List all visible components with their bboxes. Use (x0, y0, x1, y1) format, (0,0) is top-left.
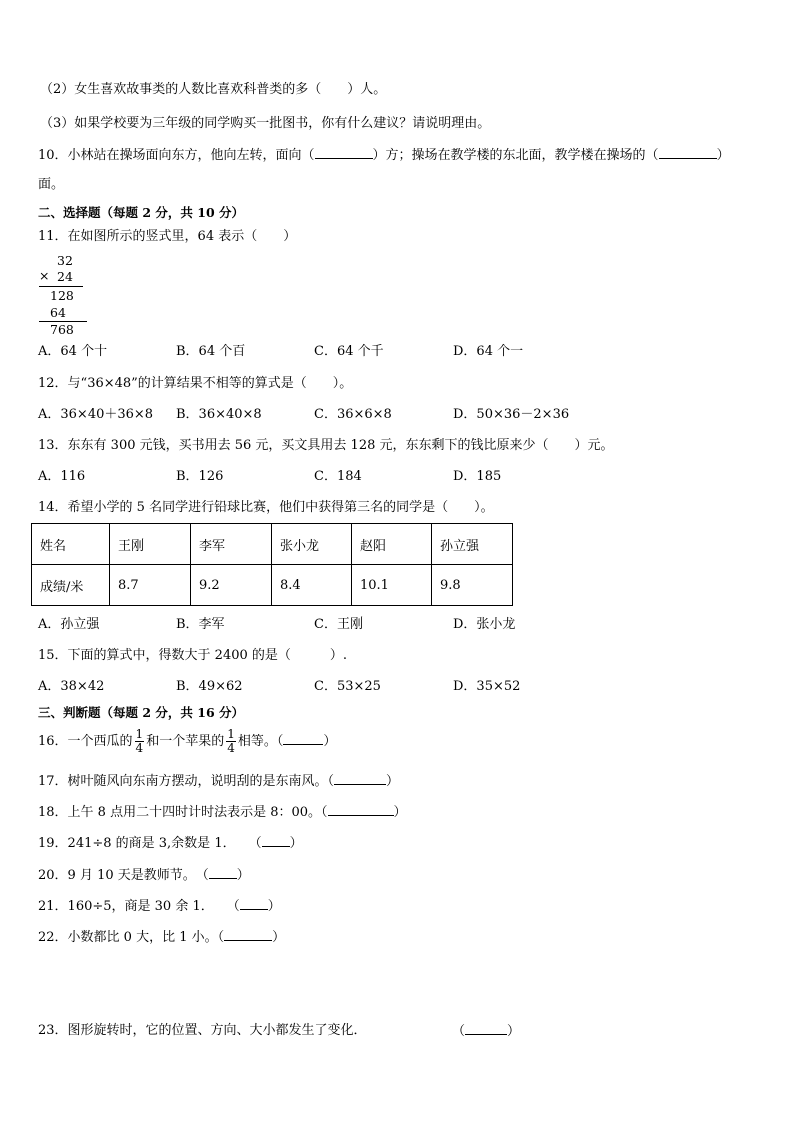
q23-answer (452, 1022, 520, 1041)
q16-text-c: 相等。（ (237, 734, 284, 749)
q23-stem: 23．图形旋转时，它的位置、方向、大小都发生了变化． (38, 1023, 367, 1038)
q11-option-d[interactable]: D．64 个一 (453, 344, 524, 359)
q15-option-b[interactable]: B．49×62 (176, 679, 243, 694)
q9-part2: （2）女生喜欢故事类的人数比喜欢科普类的多（ ）人。 (40, 82, 387, 97)
q21-stem (38, 897, 281, 916)
q11-option-a[interactable]: A．64 个十 (38, 344, 108, 359)
q11-option-c[interactable]: C．64 个千 (314, 344, 384, 359)
answer-blank[interactable] (283, 732, 323, 745)
fraction-numerator: 1 (135, 727, 144, 741)
q18-stem (38, 803, 407, 822)
q13-option-c[interactable]: C．184 (314, 469, 362, 484)
times-sign: × (39, 268, 50, 283)
answer-blank[interactable] (262, 834, 290, 847)
q16-text-b: 和一个苹果的 (146, 734, 225, 749)
q12-stem: 12．与“36×48”的计算结果不相等的算式是（ ）。 (38, 376, 353, 391)
section-2-title: 二、选择题（每题 2 分，共 10 分） (38, 205, 245, 220)
table-cell: 9.2 (191, 565, 272, 606)
section-3-title: 三、判断题（每题 2 分，共 16 分） (38, 705, 245, 720)
q22-text: 22．小数都比 0 大，比 1 小。（ (38, 930, 225, 945)
product-result: 768 (50, 322, 74, 337)
q15-option-a[interactable]: A．38×42 (38, 679, 105, 694)
table-header-cell: 李军 (191, 524, 272, 565)
q12-option-d[interactable]: D．50×36－2×36 (453, 407, 570, 422)
q14-option-d[interactable]: D．张小龙 (453, 617, 516, 632)
q12-option-a[interactable]: A．36×40＋36×8 (38, 407, 154, 422)
answer-blank[interactable] (209, 866, 237, 879)
q13-option-b[interactable]: B．126 (176, 469, 224, 484)
q14-option-c[interactable]: C．王刚 (314, 617, 363, 632)
fraction-one-quarter (135, 728, 145, 755)
answer-blank[interactable] (224, 928, 272, 941)
q21-close: ） (267, 899, 281, 914)
answer-blank[interactable] (465, 1022, 507, 1035)
fraction-numerator: 1 (227, 727, 235, 741)
multiplier: 24 (57, 269, 73, 284)
table-header-cell: 赵阳 (352, 524, 432, 565)
q23-close: ） (507, 1024, 521, 1039)
partial-product-2: 64 (50, 305, 66, 320)
fraction-denominator: 4 (227, 741, 235, 755)
q22-stem (38, 928, 285, 947)
q14-stem: 14．希望小学的 5 名同学进行铅球比赛，他们中获得第三名的同学是（ ）。 (38, 500, 494, 515)
answer-blank[interactable] (315, 146, 373, 159)
answer-blank[interactable] (334, 772, 386, 785)
table-cell: 成绩/米 (32, 565, 110, 606)
table-cell: 10.1 (352, 565, 432, 606)
table-cell: 8.7 (110, 565, 191, 606)
q12-option-b[interactable]: B．36×40×8 (176, 407, 262, 422)
q10-text-c: ） (716, 148, 730, 163)
q23-open: （ (452, 1024, 466, 1039)
fraction-one-quarter (226, 728, 236, 755)
q11-option-b[interactable]: B．64 个百 (176, 344, 246, 359)
q19-close: ） (289, 836, 303, 851)
q20-text: 20．9 月 10 天是教师节。 （ (38, 868, 209, 883)
table-row (32, 524, 513, 565)
table-header-cell: 孙立强 (432, 524, 513, 565)
q20-stem (38, 866, 250, 885)
answer-blank[interactable] (328, 803, 394, 816)
q13-option-d[interactable]: D．185 (453, 469, 502, 484)
q17-text: 17．树叶随风向东南方摆动，说明刮的是东南风。（ (38, 774, 335, 789)
q10-stem (38, 146, 730, 165)
q18-close: ） (393, 805, 407, 820)
q14-option-a[interactable]: A．孙立强 (38, 617, 100, 632)
table-cell: 8.4 (272, 565, 352, 606)
q19-text: 19．241÷8 的商是 3,余数是 1． （ (38, 836, 262, 851)
table-header-cell: 姓名 (32, 524, 110, 565)
vertical-multiplication (30, 253, 90, 338)
q16-stem (38, 728, 336, 756)
table-header-cell: 张小龙 (272, 524, 352, 565)
score-table (31, 523, 513, 606)
partial-product-1: 128 (50, 288, 74, 303)
table-row (32, 565, 513, 606)
answer-blank[interactable] (240, 897, 268, 910)
q10-continuation: 面。 (38, 177, 65, 192)
q13-option-a[interactable]: A．116 (38, 469, 86, 484)
q10-text-a: 10．小林站在操场面向东方，他向左转，面向（ (38, 148, 315, 163)
q18-text: 18．上午 8 点用二十四时计时法表示是 8：00。（ (38, 805, 328, 820)
q16-text-a: 16．一个西瓜的 (38, 734, 133, 749)
q10-text-b: ）方；操场在教学楼的东北面，教学楼在操场的（ (372, 148, 659, 163)
q17-close: ） (386, 774, 400, 789)
q22-close: ） (272, 930, 286, 945)
rule-line (39, 286, 83, 287)
answer-blank[interactable] (659, 146, 717, 159)
q14-option-b[interactable]: B．李军 (176, 617, 225, 632)
q15-stem: 15．下面的算式中，得数大于 2400 的是（ ）. (38, 648, 348, 663)
q12-option-c[interactable]: C．36×6×8 (314, 407, 392, 422)
multiplicand: 32 (57, 253, 73, 268)
table-header-cell: 王刚 (110, 524, 191, 565)
q13-stem: 13．东东有 300 元钱，买书用去 56 元，买文具用去 128 元，东东剩下的钱比原来少（ ）元。 (38, 438, 614, 453)
q16-text-d: ） (323, 734, 337, 749)
q9-part3: （3）如果学校要为三年级的同学购买一批图书，你有什么建议？请说明理由。 (40, 116, 491, 131)
q15-option-c[interactable]: C．53×25 (314, 679, 381, 694)
q19-stem (38, 834, 303, 853)
q15-option-d[interactable]: D．35×52 (453, 679, 521, 694)
q11-stem: 11．在如图所示的竖式里，64 表示（ ） (38, 229, 297, 244)
q21-text: 21．160÷5，商是 30 余 1． （ (38, 899, 240, 914)
q20-close: ） (236, 868, 250, 883)
fraction-denominator: 4 (135, 741, 144, 755)
table-cell: 9.8 (432, 565, 513, 606)
q17-stem (38, 772, 399, 791)
